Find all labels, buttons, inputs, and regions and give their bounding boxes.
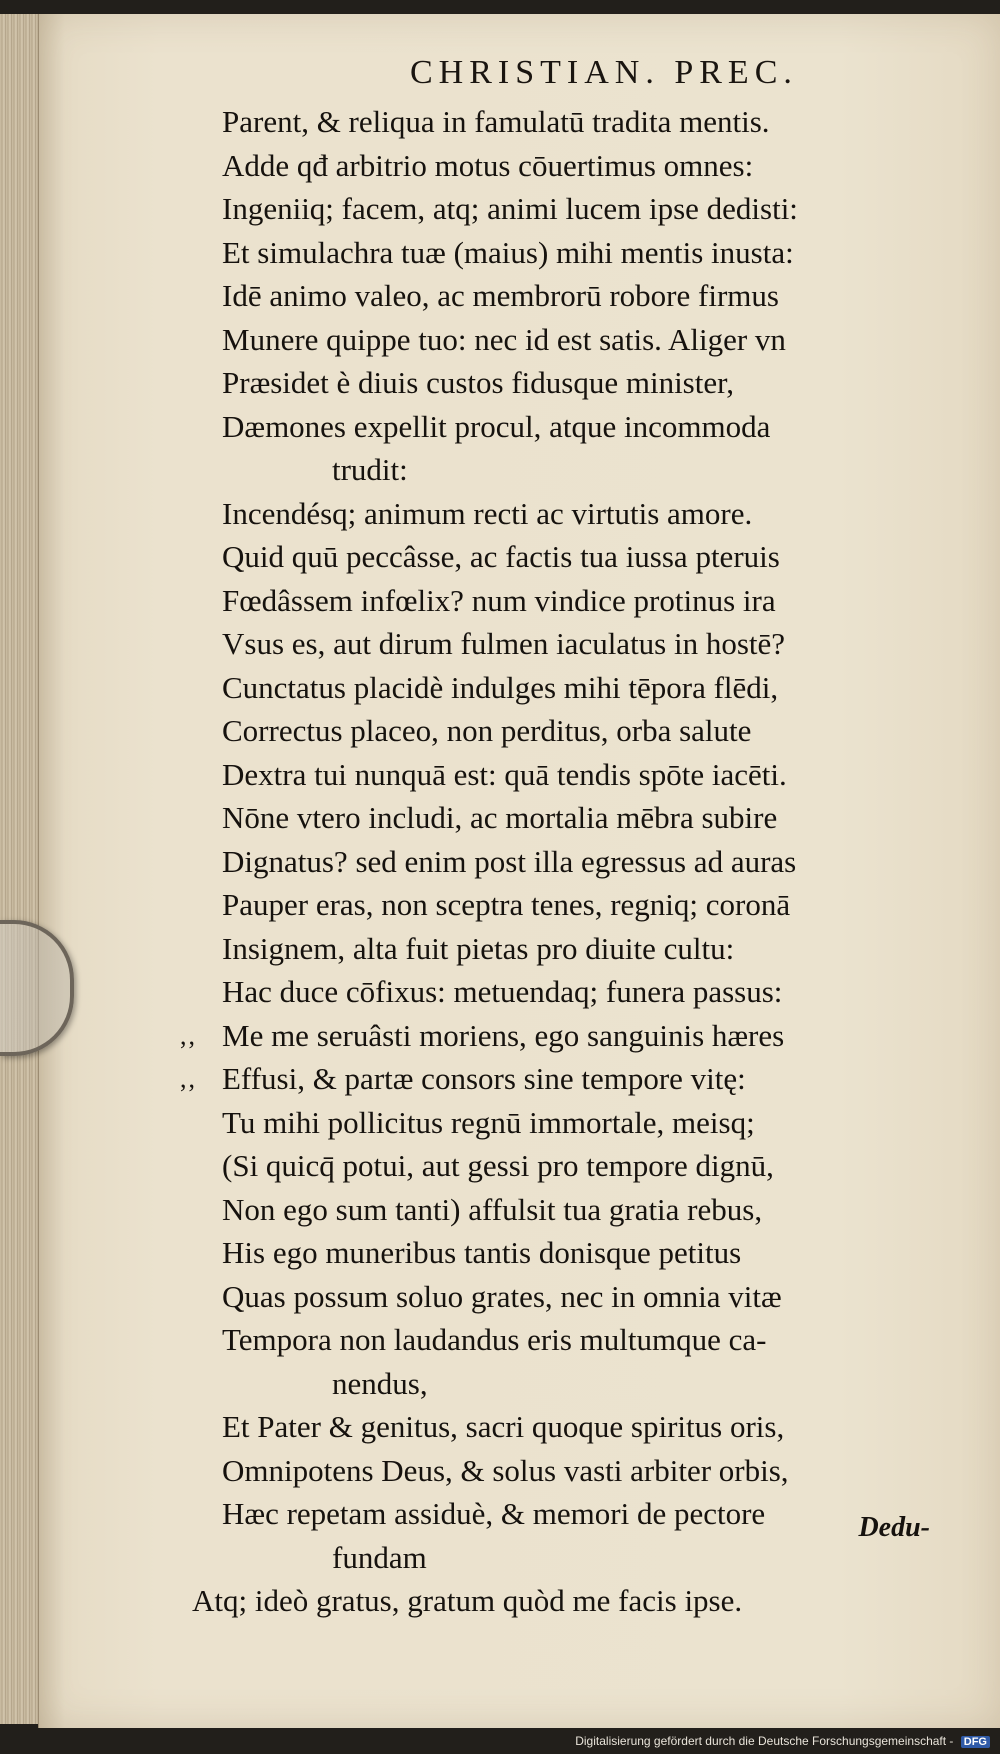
quotation-mark: ,, bbox=[180, 1020, 197, 1050]
verse-line-text: Et Pater & genitus, sacri quoque spiritus oris, bbox=[222, 1409, 785, 1444]
verse-line-text: Incendésq; animum recti ac virtutis amore. bbox=[222, 495, 753, 531]
verse-line bbox=[222, 1405, 942, 1449]
verse-line bbox=[222, 361, 942, 405]
dfg-logo: DFG bbox=[961, 1736, 990, 1748]
verse-line-text: Præsidet è diuis custos fidusque minister, bbox=[222, 365, 734, 400]
verse-line-text: Vsus es, aut dirum fulmen iaculatus in hostē? bbox=[222, 626, 786, 661]
verse-line-text: Hæc repetam assiduè, & memori de pectore bbox=[222, 1496, 766, 1531]
verse-line bbox=[180, 1057, 942, 1101]
verse-line-text: (Si quicq̄ potui, aut gessi pro tempore dignū, bbox=[222, 1148, 774, 1183]
verse-line-text: Hac duce cōfixus: metuendaq; funera passus: bbox=[222, 974, 783, 1009]
verse-line-text: Omnipotens Deus, & solus vasti arbiter orbis, bbox=[222, 1452, 789, 1488]
verse-line-text: nendus, bbox=[332, 1365, 428, 1401]
verse-line-text: Non ego sum tanti) affulsit tua gratia rebus, bbox=[222, 1191, 763, 1227]
verse-line-text: Et simulachra tuæ (maius) mihi mentis inusta: bbox=[222, 234, 794, 270]
verse-line bbox=[222, 274, 942, 318]
verse-line bbox=[222, 405, 942, 449]
verse-line bbox=[222, 231, 942, 275]
verse-line bbox=[222, 970, 942, 1014]
verse-line-text: fundam bbox=[332, 1539, 427, 1575]
verse-line bbox=[222, 1449, 942, 1493]
verse-text-block bbox=[180, 100, 942, 1623]
verse-line-text: Idē animo valeo, ac membrorū robore firmus bbox=[222, 278, 779, 313]
verse-line-text: Pauper eras, non sceptra tenes, regniq; coronā bbox=[222, 887, 791, 922]
verse-line-text: Me me seruâsti moriens, ego sanguinis hæres bbox=[222, 1017, 785, 1053]
verse-line-text: His ego muneribus tantis donisque petitus bbox=[222, 1235, 742, 1270]
verse-line-text: Tu mihi pollicitus regnū immortale, meisq; bbox=[222, 1104, 755, 1140]
verse-line-text: Dignatus? sed enim post illa egressus ad auras bbox=[222, 843, 797, 879]
verse-line bbox=[222, 1275, 942, 1319]
verse-line-text: Cunctatus placidè indulges mihi tēpora flēdi, bbox=[222, 669, 779, 705]
verse-line bbox=[222, 622, 942, 666]
verse-line-text: Ingeniiq; facem, atq; animi lucem ipse dedisti: bbox=[222, 191, 798, 226]
verse-line-text: Fœdâssem infœlix? num vindice protinus ira bbox=[222, 582, 776, 618]
verse-line bbox=[222, 492, 942, 536]
verse-line bbox=[222, 1536, 942, 1580]
verse-line bbox=[222, 1231, 942, 1275]
verse-line bbox=[222, 187, 942, 231]
verse-line-text: Nōne vtero includi, ac mortalia mēbra subire bbox=[222, 800, 778, 835]
verse-line bbox=[222, 535, 942, 579]
verse-line bbox=[222, 883, 942, 927]
verse-line bbox=[222, 448, 942, 492]
running-head: CHRISTIAN. PREC. bbox=[410, 54, 798, 91]
verse-line-text: Quas possum soluo grates, nec in omnia vitæ bbox=[222, 1278, 782, 1314]
verse-line bbox=[222, 753, 942, 797]
verse-line bbox=[222, 1144, 942, 1188]
credit-text: Digitalisierung gefördert durch die Deutsche Forschungsgemeinschaft - bbox=[575, 1734, 954, 1748]
verse-line bbox=[222, 927, 942, 971]
verse-line bbox=[222, 796, 942, 840]
catchword: Dedu- bbox=[858, 1512, 930, 1543]
verse-line bbox=[222, 100, 942, 144]
verse-line bbox=[222, 709, 942, 753]
verse-line bbox=[222, 1188, 942, 1232]
verse-line bbox=[180, 1014, 942, 1058]
verse-line bbox=[222, 144, 942, 188]
verse-line bbox=[222, 666, 942, 710]
verse-line-text: Correctus placeo, non perditus, orba salute bbox=[222, 713, 752, 748]
verse-line-text: Munere quippe tuo: nec id est satis. Aliger vn bbox=[222, 321, 786, 357]
verse-line-text: Quid quū peccâsse, ac factis tua iussa pteruis bbox=[222, 539, 780, 574]
verse-line-text: Dæmones expellit procul, atque incommoda bbox=[222, 408, 771, 444]
verse-line-text: Tempora non laudandus eris multumque ca- bbox=[222, 1322, 767, 1357]
verse-line bbox=[222, 1362, 942, 1406]
quotation-mark: ,, bbox=[180, 1064, 197, 1093]
verse-line-text: Dextra tui nunquā est: quā tendis spōte iacēti. bbox=[222, 756, 787, 792]
verse-line bbox=[222, 579, 942, 623]
verse-line bbox=[192, 1579, 942, 1623]
verse-line bbox=[222, 318, 942, 362]
verse-line-text: Atq; ideò gratus, gratum quòd me facis ipse. bbox=[192, 1583, 743, 1618]
digitization-credit bbox=[575, 1734, 990, 1748]
verse-line-text: Parent, & reliqua in famulatū tradita mentis. bbox=[222, 104, 770, 139]
verse-line bbox=[222, 1492, 942, 1536]
verse-line bbox=[222, 1318, 942, 1362]
verse-line-text: Adde qđ arbitrio motus cōuertimus omnes: bbox=[222, 147, 754, 183]
verse-line-text: Effusi, & partæ consors sine tempore vitę: bbox=[222, 1061, 746, 1096]
verse-line-text: Insignem, alta fuit pietas pro diuite cultu: bbox=[222, 930, 735, 966]
verse-line bbox=[222, 1101, 942, 1145]
verse-line bbox=[222, 840, 942, 884]
verse-line-text: trudit: bbox=[332, 452, 408, 487]
